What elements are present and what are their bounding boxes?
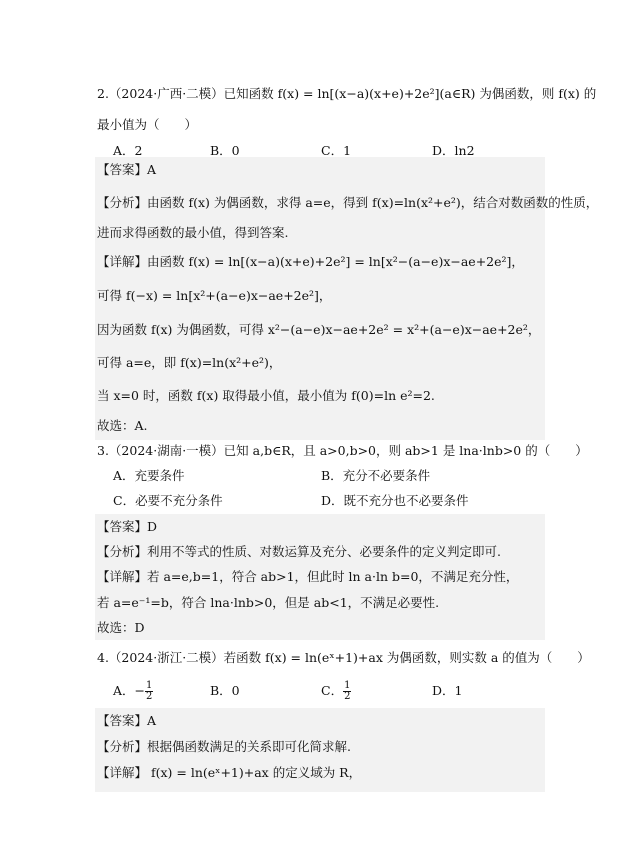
q4-option-a-label: A．− xyxy=(113,683,146,698)
q2-answer: 【答案】A xyxy=(97,162,157,177)
q2-analysis-cont: 进而求得函数的最小值，得到答案. xyxy=(97,225,289,240)
fraction-denominator: 2 xyxy=(344,691,351,702)
q2-detail-5: 当 x=0 时，函数 f(x) 取得最小值，最小值为 f(0)=ln e²=2. xyxy=(97,388,435,403)
q2-option-d: D．ln2 xyxy=(432,143,475,158)
q4-stem: 4.（2024·浙江·二模）若函数 f(x) = ln(eˣ+1)+ax 为偶函数，则实数 a 的值为（ ） xyxy=(97,650,590,665)
q2-detail-2: 可得 f(−x) = ln[x²+(a−e)x−ae+2e²]， xyxy=(97,288,332,303)
q3-option-c: C．必要不充分条件 xyxy=(113,493,223,508)
q3-detail-2: 若 a=e⁻¹=b，符合 lna·lnb>0，但是 ab<1，不满足必要性. xyxy=(97,595,440,610)
q2-choice: 故选：A. xyxy=(97,418,148,433)
q2-detail-4: 可得 a=e，即 f(x)=ln(x²+e²)， xyxy=(97,355,282,370)
q4-option-c-label: C． xyxy=(321,683,344,698)
q2-stem: 2.（2024·广西·二模）已知函数 f(x) = ln[(x−a)(x+e)+2e²](a∈R) 为偶函数，则 f(x) 的 xyxy=(97,86,597,101)
fraction-denominator: 2 xyxy=(146,691,153,702)
q3-option-a: A．充要条件 xyxy=(113,468,185,483)
q4-answer: 【答案】A xyxy=(97,713,157,728)
q3-detail-1: 【详解】若 a=e,b=1，符合 ab>1，但此时 ln a·ln b=0，不满足充分性， xyxy=(97,569,519,584)
q4-option-a xyxy=(113,681,153,702)
q3-analysis: 【分析】利用不等式的性质、对数运算及充分、必要条件的定义判定即可. xyxy=(97,544,501,559)
q3-choice: 故选：D xyxy=(97,620,145,635)
q2-detail-1: 【详解】由函数 f(x) = ln[(x−a)(x+e)+2e²] = ln[x²−(a−e)x−ae+2e²]， xyxy=(97,254,524,269)
q3-option-d: D．既不充分也不必要条件 xyxy=(321,493,469,508)
q4-option-b: B．0 xyxy=(210,683,240,698)
q4-option-c-fraction xyxy=(343,681,351,702)
q2-option-b: B．0 xyxy=(210,143,240,158)
q4-analysis: 【分析】根据偶函数满足的关系即可化简求解. xyxy=(97,739,351,754)
q4-option-d: D．1 xyxy=(432,683,463,698)
q3-answer: 【答案】D xyxy=(97,519,158,534)
q2-detail-3: 因为函数 f(x) 为偶函数，可得 x²−(a−e)x−ae+2e² = x²+(a−e)x−ae+2e²， xyxy=(97,322,541,337)
q4-option-c xyxy=(321,681,351,702)
fraction-numerator: 1 xyxy=(146,680,153,691)
q2-stem-cont: 最小值为（ ） xyxy=(97,117,198,132)
q4-detail-1: 【详解】 f(x) = ln(eˣ+1)+ax 的定义域为 R， xyxy=(97,765,362,780)
q4-option-a-fraction xyxy=(145,681,153,702)
fraction-numerator: 1 xyxy=(344,680,351,691)
q2-option-c: C．1 xyxy=(321,143,352,158)
q2-analysis: 【分析】由函数 f(x) 为偶函数，求得 a=e，得到 f(x)=ln(x²+e²)，结合对数函数的性质， xyxy=(97,195,599,210)
q3-stem: 3.（2024·湖南·一模）已知 a,b∈R，且 a>0,b>0，则 ab>1 是 lna·lnb>0 的（ ） xyxy=(97,443,588,458)
q3-option-b: B．充分不必要条件 xyxy=(321,468,431,483)
q2-option-a: A．2 xyxy=(113,143,143,158)
